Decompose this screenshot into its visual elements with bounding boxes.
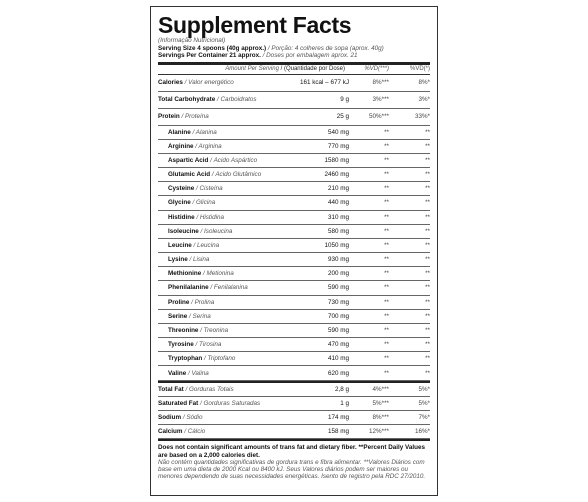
amino-acid-row: Arginine / Arginina 770 mg ** ** — [158, 140, 430, 154]
nutrient-row: Saturated Fat / Gorduras Saturadas 1 g 5%*** 5%* — [158, 397, 430, 411]
servings-per-container: Servings Per Container 21 approx. / Doses por embalagem aprox. 21 — [158, 52, 358, 59]
supplement-facts-panel — [150, 6, 438, 496]
fat-mineral-list — [158, 383, 430, 440]
amino-acid-row: Aspartic Acid / Ácido Aspártico 1580 mg ** ** — [158, 154, 430, 168]
amino-acid-row: Leucine / Leucina 1050 mg ** ** — [158, 239, 430, 253]
nutrient-row: Total Fat / Gorduras Totais 2,8 g 4%*** 5%* — [158, 383, 430, 397]
panel-subtitle: (Informação Nutricional) — [158, 37, 226, 44]
carbohydrate-row: Total Carbohydrate / Carboidratos 9 g 3%*** 3%* — [158, 92, 430, 109]
amino-acid-row: Cysteine / Cisteína 210 mg ** ** — [158, 182, 430, 196]
amino-acid-row: Threonine / Treonina 590 mg ** ** — [158, 324, 430, 338]
amino-acid-row: Tyrosine / Tirosina 470 mg ** ** — [158, 338, 430, 352]
column-header — [158, 65, 430, 75]
amino-acid-row: Glutamic Acid / Ácido Glutâmico 2460 mg ** ** — [158, 168, 430, 182]
amino-acid-row: Isoleucine / Isoleucina 580 mg ** ** — [158, 225, 430, 239]
amino-acid-row: Tryptophan / Triptofano 410 mg ** ** — [158, 352, 430, 366]
protein-row: Protein / Proteína 25 g 50%*** 33%* — [158, 109, 430, 126]
amount-header: Amount Per Serving / (Quantidade por Dose) — [225, 65, 345, 72]
amino-acid-row: Lysine / Lisina 930 mg ** ** — [158, 253, 430, 267]
amino-acid-row: Serine / Serina 700 mg ** ** — [158, 310, 430, 324]
amino-acid-row: Valine / Valina 620 mg ** ** — [158, 366, 430, 380]
footnote-portuguese: Não contém quantidades significativas de gordura trans e fibra alimentar. **Valores Diários com base em uma dieta de 2000 Kcal ou 8400 kJ. Seus Valores diários podem ser maiores ou menores dependendo de suas necessidades energéticas. Isento de registro pela RDC 27/2010. — [158, 458, 426, 481]
amino-acid-list — [158, 126, 430, 381]
amino-acid-row: Proline / Prolina 730 mg ** ** — [158, 296, 430, 310]
panel-title: Supplement Facts — [158, 12, 352, 38]
amino-acid-row: Alanine / Alanina 540 mg ** ** — [158, 126, 430, 140]
footnote — [158, 441, 430, 480]
vd2-header: %VD(*) — [409, 65, 430, 72]
amino-acid-row: Methionine / Metionina 200 mg ** ** — [158, 267, 430, 281]
nutrient-row: Calcium / Cálcio 158 mg 12%*** 16%* — [158, 425, 430, 439]
amino-acid-row: Histidine / Histidina 310 mg ** ** — [158, 211, 430, 225]
serving-size: Serving Size 4 spoons (40g approx.) / Porção: 4 colheres de sopa (aprox. 40g) — [158, 44, 384, 52]
calories-row: Calories / Valor energético 161 kcal – 677 kJ 8%*** 8%* — [158, 75, 430, 92]
amino-acid-row: Phenilalanine / Fenilalanina 590 mg ** ** — [158, 281, 430, 295]
footnote-english: Does not contain significant amounts of trans fat and dietary fiber. **Percent Daily Values are based on a 2,000 calories diet. — [158, 444, 425, 459]
vd1-header: %VD(***) — [364, 65, 389, 72]
nutrient-row: Sodium / Sódio 174 mg 8%*** 7%* — [158, 411, 430, 425]
amino-acid-row: Glycine / Glicina 440 mg ** ** — [158, 196, 430, 210]
